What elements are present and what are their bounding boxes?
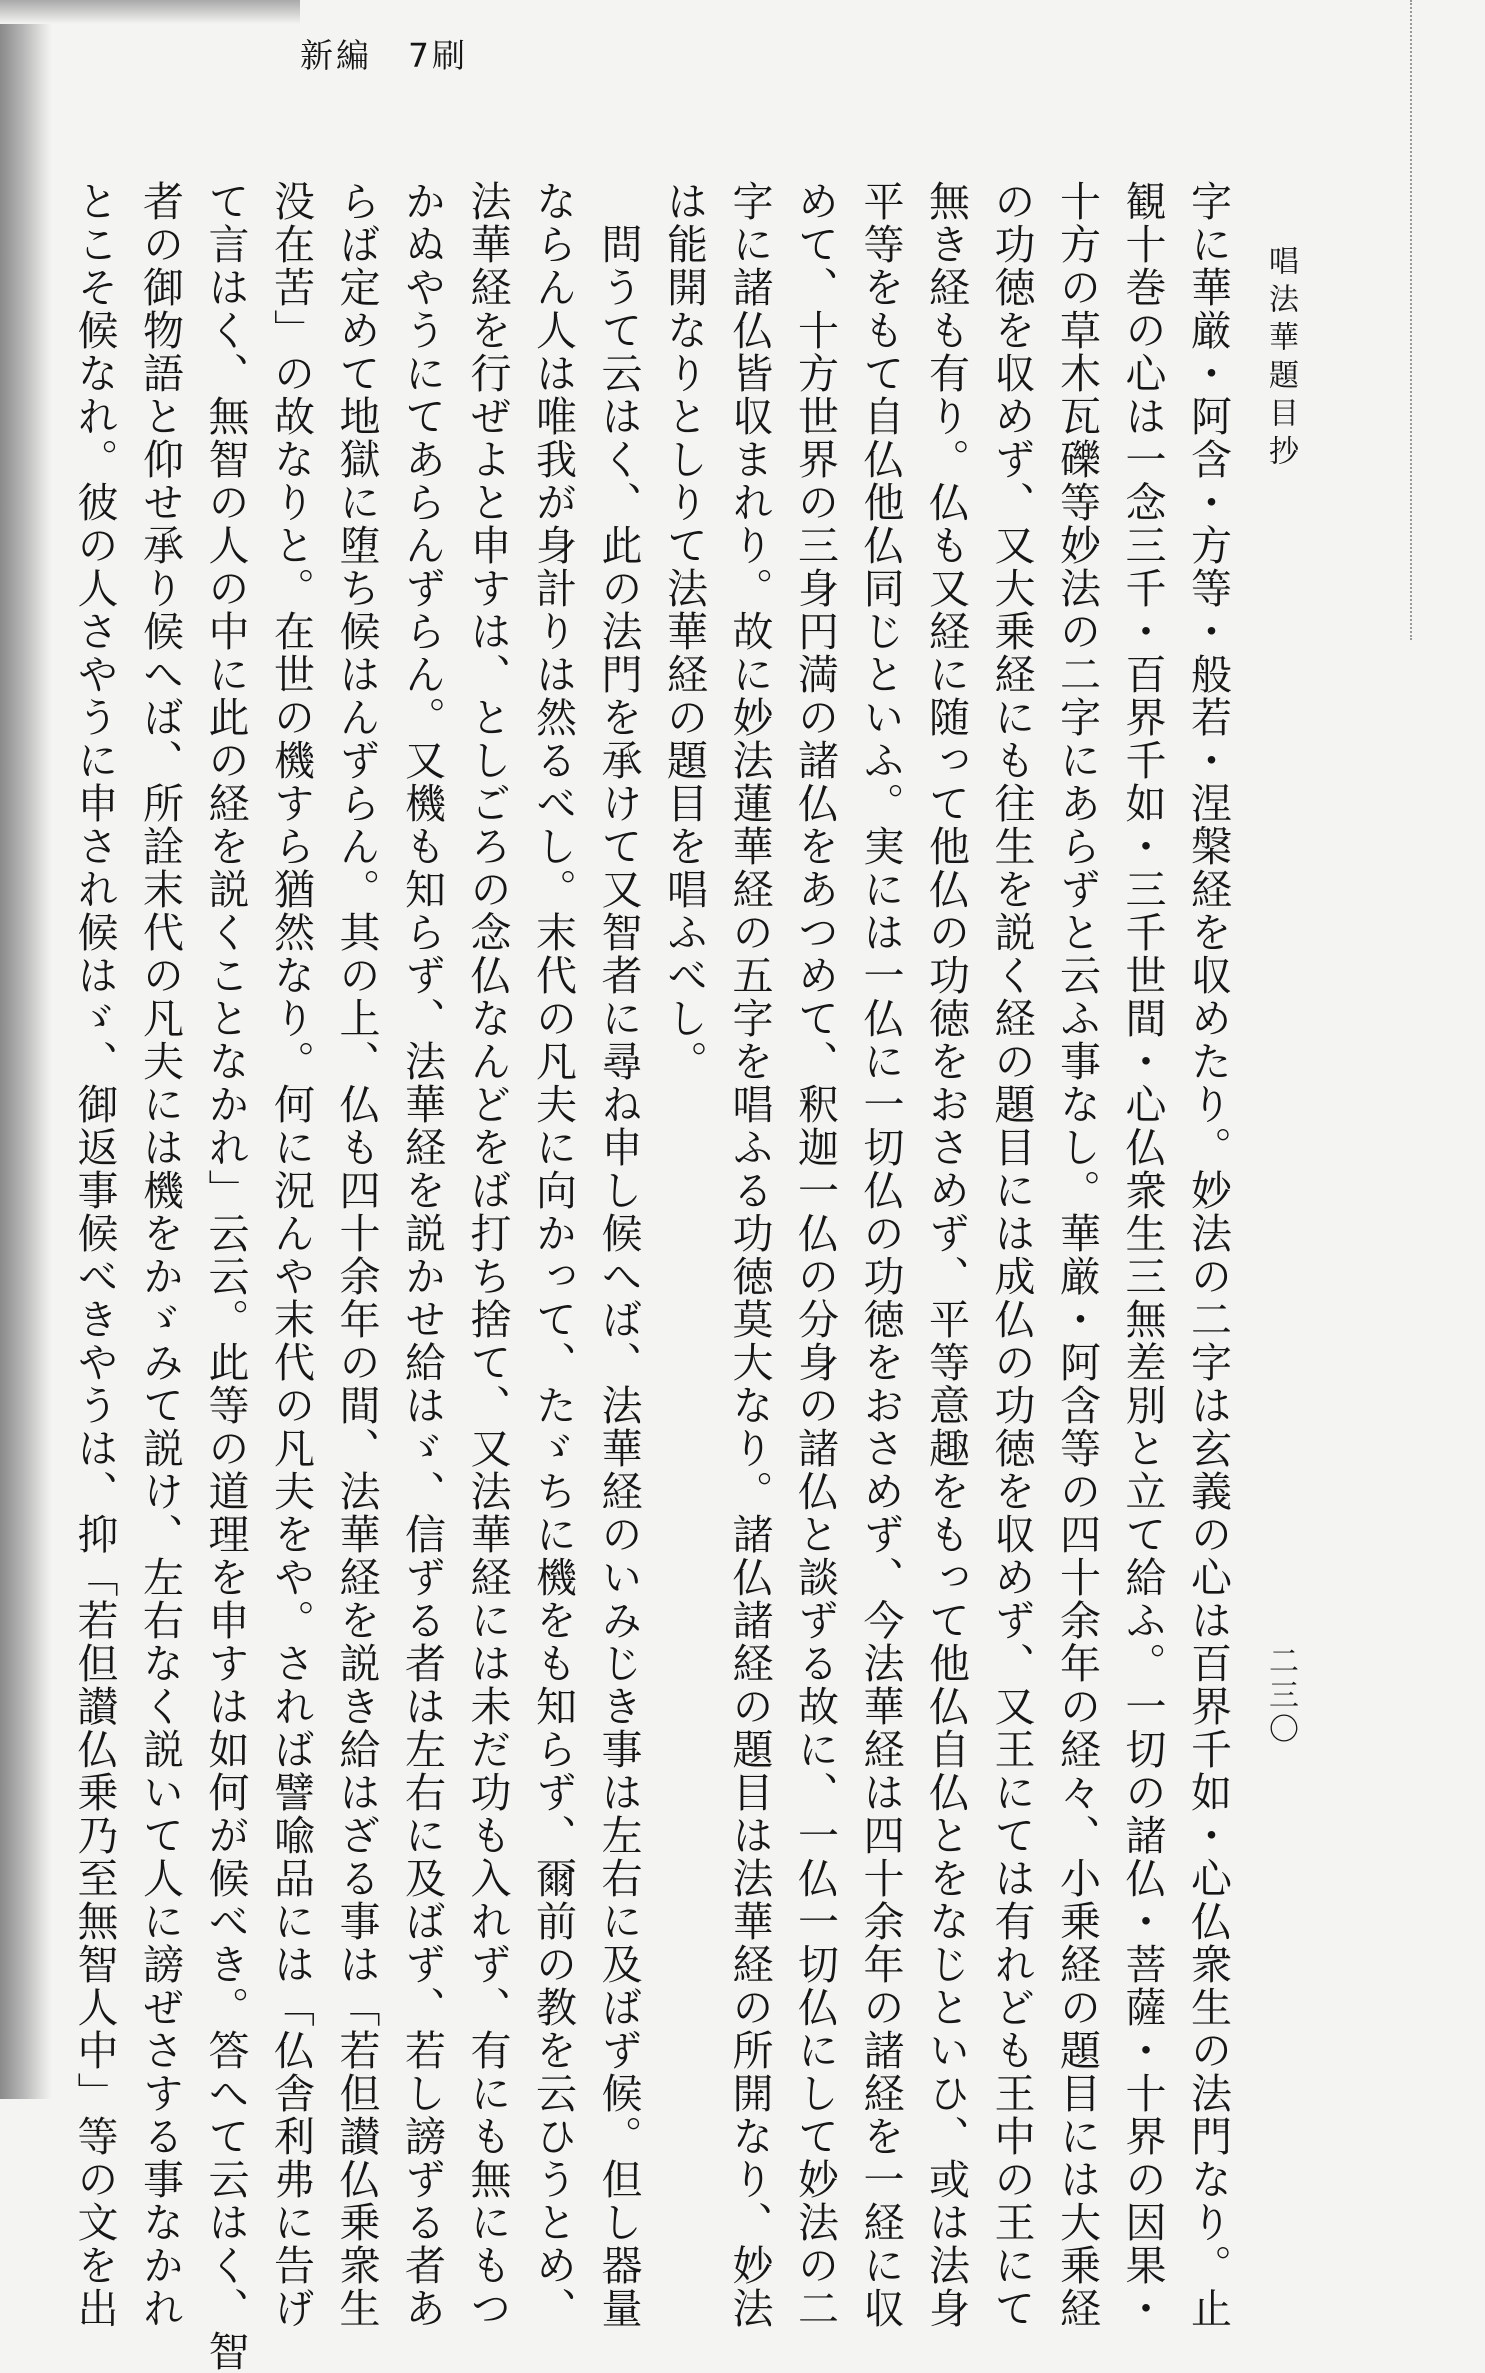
text-column: とこそ候なれ。彼の人さやうに申され候はゞ、御返事候べきやうは、抑「若但讃仏乗乃至無智人中」等の文を出	[70, 180, 119, 2330]
scan-edge-shadow	[0, 0, 52, 2099]
text-column: て言はく、無智の人の中に此の経を説くことなかれ」云云。此等の道理を申すは如何が候べき。答へて云はく、智	[201, 180, 250, 2373]
text-column: 無き経も有り。仏も又経に随って他仏の功徳をおさめず、平等意趣をもって他仏自仏とをなじといひ、或は法身	[922, 180, 970, 2330]
text-column: の功徳を収めず、又大乗経にも往生を説く経の題目には成仏の功徳を収めず、又王にては有れども王中の王にて	[987, 180, 1036, 2330]
text-column: 十方の草木瓦礫等妙法の二字にあらずと云ふ事なし。華厳・阿含等の四十余年の経々、小乗経の題目には大乗経	[1053, 180, 1101, 2330]
text-column: めて、十方世界の三身円満の諸仏をあつめて、釈迦一仏の分身の諸仏と談ずる故に、一仏一切仏にして妙法の二	[791, 180, 839, 2330]
text-column: ならん人は唯我が身計りは然るべし。末代の凡夫に向かって、たゞちに機をも知らず、爾前の教を云ひうとめ、	[529, 180, 577, 2330]
text-column: らば定めて地獄に堕ち候はんずらん。其の上、仏も四十余年の間、法華経を説き給はざる事は「若但讃仏乗衆生	[332, 180, 381, 2330]
text-column: 問うて云はく、此の法門を承けて又智者に尋ね申し候へば、法華経のいみじき事は左右に及ばず候。但し器量	[594, 180, 643, 2330]
text-column: 者の御物語と仰せ承り候へば、所詮末代の凡夫には機をかゞみて説け、左右なく説いて人に謗ぜさする事なかれ	[136, 180, 184, 2330]
text-column: かぬやうにてあらんずらん。又機も知らず、法華経を説かせ給はゞ、信ずる者は左右に及ばず、若し謗ずる者あ	[398, 180, 446, 2330]
text-column: 没在苦」の故なりと。在世の機すら猶然なり。何に況んや末代の凡夫をや。されば譬喩品には「仏舎利弗に告げ	[267, 180, 315, 2330]
text-columns	[61, 180, 1240, 2373]
scan-top-shadow	[0, 0, 300, 24]
margin-guide-line	[1410, 0, 1412, 640]
running-title: 唱法華題目抄	[1263, 245, 1298, 473]
page-number: 二三〇	[1263, 1645, 1298, 1747]
text-column: 字に華厳・阿含・方等・般若・涅槃経を収めたり。妙法の二字は玄義の心は百界千如・心仏衆生の法門なり。止	[1184, 180, 1232, 2330]
body-text	[70, 180, 1240, 2373]
text-column: 字に諸仏皆収まれり。故に妙法蓮華経の五字を唱ふる功徳莫大なり。諸仏諸経の題目は法華経の所開なり、妙法	[725, 180, 774, 2330]
text-column: 法華経を行ぜよと申すは、としごろの念仏なんどをば打ち捨て、又法華経には未だ功も入れず、有にも無にもつ	[463, 180, 512, 2330]
text-column: 平等をもて自仏他仏同じといふ。実には一仏に一切仏の功徳をおさめず、今法華経は四十余年の諸経を一経に収	[856, 180, 905, 2330]
text-column: 観十巻の心は一念三千・百界千如・三千世間・心仏衆生三無差別と立て給ふ。一切の諸仏・菩薩・十界の因果・	[1118, 180, 1167, 2330]
text-column: は能開なりとしりて法華経の題目を唱ふべし。	[660, 180, 708, 1083]
edition-stamp: 新編 7刷	[300, 36, 468, 75]
